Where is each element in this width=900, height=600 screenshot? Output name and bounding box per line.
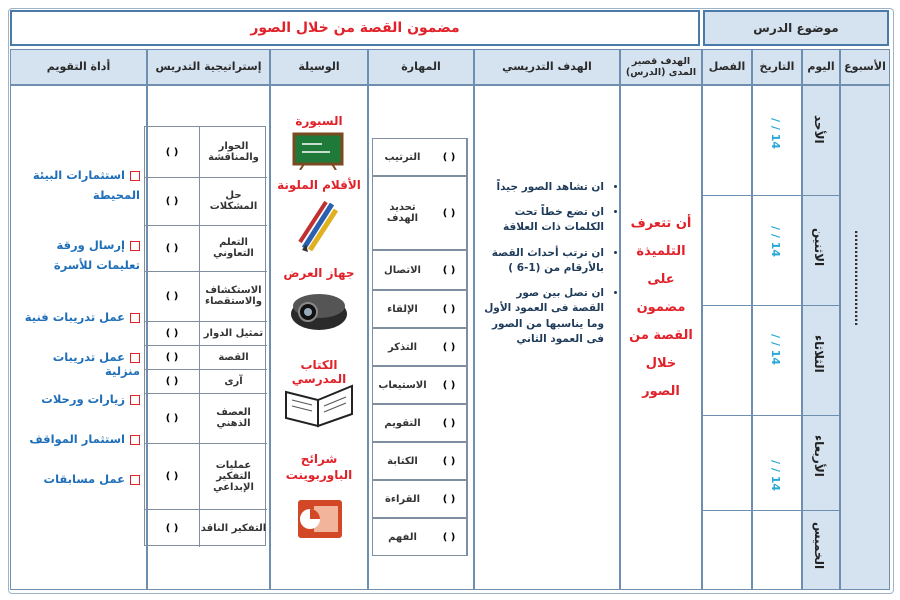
skill-row (372, 518, 468, 556)
eval-item (14, 166, 140, 205)
skill-checkbox[interactable]: ( ) (432, 139, 467, 175)
eval-item (14, 350, 140, 378)
header-tool: الوسيلة (270, 49, 368, 85)
skill-row (372, 328, 468, 366)
skill-label: الكتابة (387, 455, 418, 467)
date-wednesday: / / 14 (769, 460, 782, 492)
skill-row (372, 480, 468, 518)
eval-item (14, 310, 140, 324)
strategy-label: القصة (218, 351, 249, 363)
tool-label-pens: الأقلام الملونة (277, 178, 361, 192)
strategy-checkbox[interactable]: ( ) (145, 443, 200, 509)
skill-row (372, 404, 468, 442)
skill-label: الترتيب (384, 151, 421, 163)
eval-label: إرسال ورقة تعليمات للأسرة (53, 238, 140, 272)
eval-item (14, 472, 140, 486)
colored-pencils-icon (296, 198, 342, 254)
date-monday: / / 14 (769, 226, 782, 258)
skill-label: التذكر (387, 341, 418, 353)
eval-label: استثمار المواقف (29, 432, 125, 446)
day-thursday: الخميس (812, 522, 826, 570)
day-tuesday: الثلاثاء (812, 335, 826, 373)
skill-label: القراءة (384, 493, 421, 505)
skill-checkbox[interactable]: ( ) (432, 329, 467, 365)
header-strategy: إستراتيجية التدريس (147, 49, 270, 85)
strategy-label: العصف الذهني (216, 407, 251, 429)
skill-checkbox[interactable]: ( ) (432, 177, 467, 249)
eval-label: عمل تدريبات فنية (24, 310, 125, 324)
eval-checkbox[interactable] (130, 475, 140, 485)
projector-icon (286, 284, 352, 334)
skill-checkbox[interactable]: ( ) (432, 367, 467, 403)
skill-row (372, 366, 468, 404)
strategy-row (145, 225, 267, 272)
week-value: …………………… (852, 230, 866, 326)
skill-checkbox[interactable]: ( ) (432, 405, 467, 441)
strategy-label: الاستكشاف والاستقصاء (205, 285, 262, 307)
header-skill: المهارة (368, 49, 474, 85)
date-sunday: / / 14 (769, 118, 782, 150)
skill-checkbox[interactable]: ( ) (432, 251, 467, 289)
chalkboard-icon (292, 132, 344, 170)
evaluation-column (10, 85, 147, 590)
open-book-icon (282, 378, 356, 430)
eval-label: عمل تدريبات منزلية (52, 350, 140, 378)
powerpoint-icon (296, 494, 344, 542)
strategy-label: تمثيل الدوار (203, 327, 264, 339)
tool-label-textbook: الكتاب المدرسي (291, 358, 347, 386)
lesson-topic-header: موضوع الدرس (703, 10, 889, 46)
eval-checkbox[interactable] (130, 171, 140, 181)
story-title-bar: مضمون القصة من خلال الصور (10, 10, 700, 46)
eval-checkbox[interactable] (130, 241, 140, 251)
skill-label: تحديد الهدف (386, 202, 419, 224)
row-divider (702, 305, 840, 306)
strategy-row (145, 321, 267, 346)
strategy-checkbox[interactable]: ( ) (145, 345, 200, 369)
short-goal-text: أن تتعرف التلميذة على مضمون القصة من خلال الصور (629, 216, 693, 399)
skill-label: الفهم (388, 531, 417, 543)
tool-label-board: السبورة (295, 114, 343, 128)
header-day: اليوم (802, 49, 840, 85)
strategy-label: الحوار والمناقشة (208, 141, 259, 163)
header-class: الفصل (702, 49, 752, 85)
row-divider (702, 510, 840, 511)
eval-item (14, 236, 140, 275)
eval-item (14, 392, 140, 406)
class-column (702, 85, 752, 590)
objective-item: • ان تضع خطاً تحت الكلمات ذات العلاقة (484, 205, 604, 235)
skill-label: الاستيعاب (378, 379, 427, 391)
strategy-table (144, 126, 266, 546)
strategy-checkbox[interactable]: ( ) (145, 509, 200, 547)
strategy-checkbox[interactable]: ( ) (145, 271, 200, 321)
skill-row (372, 250, 468, 290)
strategy-label: عمليات التفكير الإبداعي (213, 459, 254, 493)
strategy-label: التفكير الناقد (200, 522, 267, 534)
strategy-row (145, 127, 267, 178)
strategy-row (145, 393, 267, 444)
eval-label: عمل مسابقات (43, 472, 125, 486)
strategy-checkbox[interactable]: ( ) (145, 369, 200, 393)
tool-label-projector: جهاز العرض (283, 266, 355, 280)
strategy-row (145, 443, 267, 510)
eval-label: زيارات ورحلات (41, 392, 125, 406)
eval-checkbox[interactable] (130, 435, 140, 445)
row-divider (702, 195, 840, 196)
skill-checkbox[interactable]: ( ) (432, 519, 467, 555)
objectives-block (478, 180, 618, 357)
date-tuesday: / / 14 (769, 334, 782, 366)
skill-label: التقويم (384, 417, 421, 429)
strategy-checkbox[interactable]: ( ) (145, 127, 200, 177)
objectives-list (478, 180, 618, 347)
skill-row (372, 176, 468, 250)
strategy-row (145, 271, 267, 322)
skill-label: الإلقاء (387, 303, 418, 315)
header-evaluation: أداة التقويم (10, 49, 147, 85)
skill-row (372, 138, 468, 176)
strategy-label: التعلم التعاوني (213, 237, 254, 259)
row-divider (702, 415, 840, 416)
skill-row (372, 290, 468, 328)
strategy-row (145, 369, 267, 394)
skill-checkbox[interactable]: ( ) (432, 291, 467, 327)
header-short-goal: الهدف قصير المدى (الدرس) (620, 49, 702, 85)
skill-checkbox[interactable]: ( ) (432, 443, 467, 479)
strategy-checkbox[interactable]: ( ) (145, 321, 200, 345)
eval-checkbox[interactable] (130, 313, 140, 323)
eval-label: استثمارات البيئة المحيطة (32, 168, 140, 202)
skill-row (372, 442, 468, 480)
strategy-label: حل المشكلات (209, 190, 258, 212)
strategy-checkbox[interactable]: ( ) (145, 225, 200, 271)
objective-item: • ان ترتب أحداث القصة بالأرقام من (1-6 ) (484, 246, 604, 276)
strategy-label: آرى (224, 375, 243, 387)
objective-item: • ان تشاهد الصور جيداً (484, 180, 604, 195)
strategy-row (145, 177, 267, 226)
header-teaching-goal: الهدف التدريسي (474, 49, 620, 85)
skill-checkbox[interactable]: ( ) (432, 481, 467, 517)
eval-checkbox[interactable] (130, 353, 140, 363)
eval-item (14, 432, 140, 446)
strategy-checkbox[interactable]: ( ) (145, 393, 200, 443)
day-sunday: الأحد (812, 115, 826, 144)
strategy-row (145, 345, 267, 370)
strategy-checkbox[interactable]: ( ) (145, 177, 200, 225)
day-wednesday: الأربعاء (812, 435, 826, 477)
eval-checkbox[interactable] (130, 395, 140, 405)
skill-label: الاتصال (384, 264, 421, 276)
header-date: التاريخ (752, 49, 802, 85)
strategy-row (145, 509, 267, 547)
header-week: الأسبوع (840, 49, 890, 85)
tool-label-powerpoint: شرائح الباوربوينت (285, 452, 353, 482)
objective-item: • ان تصل بين صور القصة فى العمود الأول وما يناسبها من الصور فى العمود الثاني (484, 286, 604, 347)
day-monday: الاثنين (812, 228, 826, 267)
